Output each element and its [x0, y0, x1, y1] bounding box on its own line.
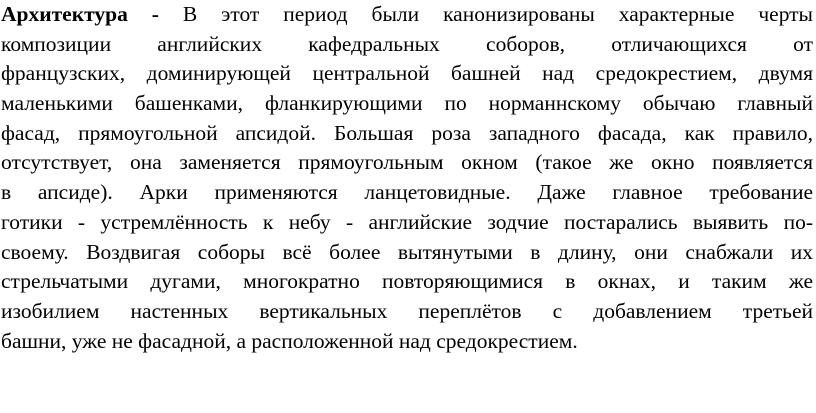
paragraph-line-8: готики - устремлённость к небу - английские зодчие постарались выявить по- [1, 209, 813, 234]
paragraph-line-5: фасад, прямоугольной апсидой. Большая роза западного фасада, как правило, [1, 120, 813, 145]
paragraph-line-6: отсутствует, она заменяется прямоугольным окном (такое же окно появляется [1, 150, 813, 175]
document-body [1, 0, 813, 356]
term-heading: Архитектура - [1, 2, 159, 26]
paragraph-line-9: своему. Воздвигая соборы всё более вытянутыми в длину, они снабжали их [1, 239, 813, 264]
paragraph-line-3: французских, доминирующей центральной башней над средокрестием, двумя [1, 61, 813, 86]
paragraph-line-12: башни, уже не фасадной, а расположенной над средокрестием. [1, 328, 578, 353]
paragraph-line-7: в апсиде). Арки применяются ланцетовидные. Даже главное требование [1, 180, 813, 205]
paragraph-line-10: стрельчатыми дугами, многократно повторяющимися в окнах, и таким же [1, 269, 813, 294]
line-text: В этот период были канонизированы характерные черты [158, 2, 813, 26]
paragraph-line-4: маленькими башенками, фланкирующими по норманнскому обычаю главный [1, 91, 813, 116]
paragraph-line-2: композиции английских кафедральных соборов, отличающихся от [1, 31, 813, 56]
paragraph-line-11: изобилием настенных вертикальных переплётов с добавлением третьей [1, 298, 813, 323]
paragraph-line-1 [1, 0, 813, 30]
